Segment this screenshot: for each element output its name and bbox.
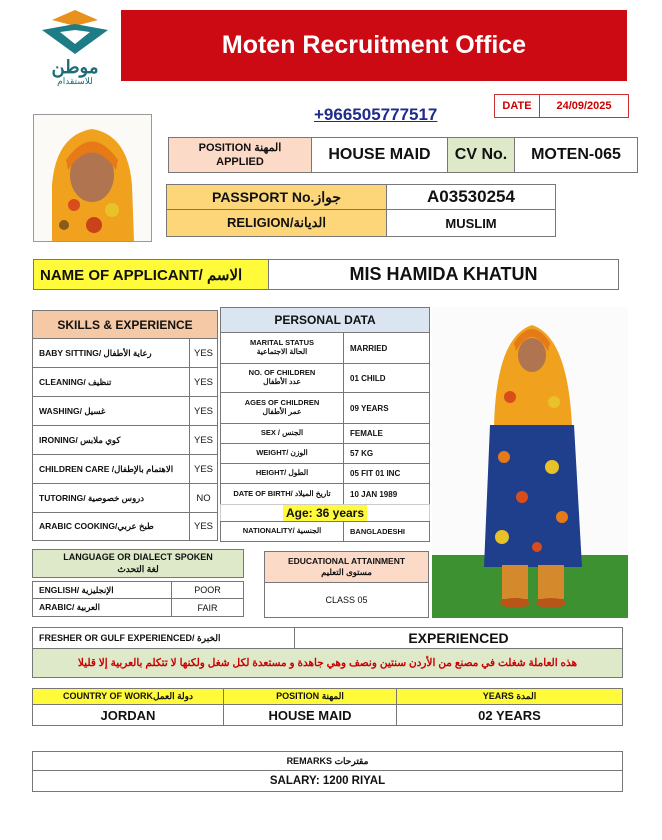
passport-label: PASSPORT No.جواز: [166, 184, 387, 210]
skill-label: WASHING/ غسيل: [32, 396, 190, 426]
nationality-label: NATIONALITY/ الجنسية: [220, 521, 344, 542]
logo-subtitle: للاستقدام: [57, 76, 93, 86]
education-title: EDUCATIONAL ATTAINMENT مستوى التعليم: [264, 551, 429, 583]
language-label: ENGLISH/ الإنجليزية: [32, 581, 172, 599]
skill-label: TUTORING/ دروس خصوصية: [32, 483, 190, 513]
date-value: 24/09/2025: [539, 94, 629, 118]
personal-label: SEX / الجنس: [220, 423, 344, 444]
personal-label: AGES OF CHILDREN عمر الأطفال: [220, 392, 344, 424]
personal-label: MARITAL STATUS الحالة الاجتماعية: [220, 332, 344, 364]
cv-label: CV No.: [447, 137, 515, 173]
skill-label: IRONING/ كوي ملابس: [32, 425, 190, 455]
work-years-header: YEARS المدة: [396, 688, 623, 705]
passport-value: A03530254: [386, 184, 556, 210]
header-banner: [121, 10, 627, 81]
personal-value: 10 JAN 1989: [343, 483, 430, 505]
language-label: ARABIC/ العربية: [32, 598, 172, 617]
personal-value: 09 YEARS: [343, 392, 430, 424]
company-logo: [38, 8, 112, 86]
personal-label: NO. OF CHILDREN عدد الأطفال: [220, 363, 344, 393]
personal-value: 57 KG: [343, 443, 430, 464]
name-value: MIS HAMIDA KHATUN: [268, 259, 619, 290]
education-value: CLASS 05: [264, 582, 429, 618]
language-value: POOR: [171, 581, 244, 599]
language-title: LANGUAGE OR DIALECT SPOKEN لغة التحدث: [32, 549, 244, 578]
work-position: HOUSE MAID: [223, 704, 397, 726]
position-label: POSITION المهنة APPLIED: [168, 137, 312, 173]
skill-value: YES: [189, 425, 218, 455]
religion-label: RELIGION/الديانة: [166, 209, 387, 237]
skill-value: YES: [189, 454, 218, 484]
remarks-value: SALARY: 1200 RIYAL: [32, 770, 623, 792]
skill-value: NO: [189, 483, 218, 513]
skill-value: YES: [189, 338, 218, 368]
phone-number[interactable]: +966505777517: [314, 105, 438, 124]
experience-value: EXPERIENCED: [294, 627, 623, 649]
applicant-photo-portrait: [33, 114, 152, 242]
cv-value: MOTEN-065: [514, 137, 638, 173]
personal-data-title: PERSONAL DATA: [220, 307, 430, 333]
personal-label: DATE OF BIRTH/ تاريخ الميلاد: [220, 483, 344, 505]
personal-value: 05 FIT 01 INC: [343, 463, 430, 484]
logo-mark: [38, 8, 112, 58]
skill-label: BABY SITTING/ رعاية الأطفال: [32, 338, 190, 368]
logo-arabic-name: موطن: [51, 57, 99, 77]
work-years: 02 YEARS: [396, 704, 623, 726]
religion-value: MUSLIM: [386, 209, 556, 237]
personal-value: FEMALE: [343, 423, 430, 444]
work-country: JORDAN: [32, 704, 224, 726]
name-label: NAME OF APPLICANT/ الاسم: [33, 259, 269, 290]
experience-label: FRESHER OR GULF EXPERIENCED/ الخبرة: [32, 627, 295, 649]
language-value: FAIR: [171, 598, 244, 617]
skills-title: SKILLS & EXPERIENCE: [32, 310, 218, 339]
skill-label: CLEANING/ تنظيف: [32, 367, 190, 397]
remarks-label: REMARKS مقترحات: [32, 751, 623, 771]
personal-label: HEIGHT/ الطول: [220, 463, 344, 484]
experience-note: هذه العاملة شغلت في مصنع من الأردن سنتين ونصف وهي جاهدة و مستعدة لكل شغل ولكنها لا تتكلم بالعربية إلا قليلا: [32, 648, 623, 678]
applicant-photo-fullbody: [432, 307, 628, 618]
header-title: Moten Recruitment Office: [221, 31, 527, 59]
personal-label: WEIGHT/ الوزن: [220, 443, 344, 464]
date-label: DATE: [494, 94, 540, 118]
personal-value: MARRIED: [343, 332, 430, 364]
work-position-header: POSITION المهنة: [223, 688, 397, 705]
skill-label: CHILDREN CARE /الاهتمام بالإطفال: [32, 454, 190, 484]
skill-value: YES: [189, 396, 218, 426]
personal-value: 01 CHILD: [343, 363, 430, 393]
age-highlight: Age: 36 years: [220, 504, 430, 522]
skill-value: YES: [189, 367, 218, 397]
position-value: HOUSE MAID: [311, 137, 448, 173]
skill-value: YES: [189, 512, 218, 541]
work-country-header: COUNTRY OF WORKدولة العمل: [32, 688, 224, 705]
nationality-value: BANGLADESHI: [343, 521, 430, 542]
skill-label: ARABIC COOKING/طبخ عربي: [32, 512, 190, 541]
